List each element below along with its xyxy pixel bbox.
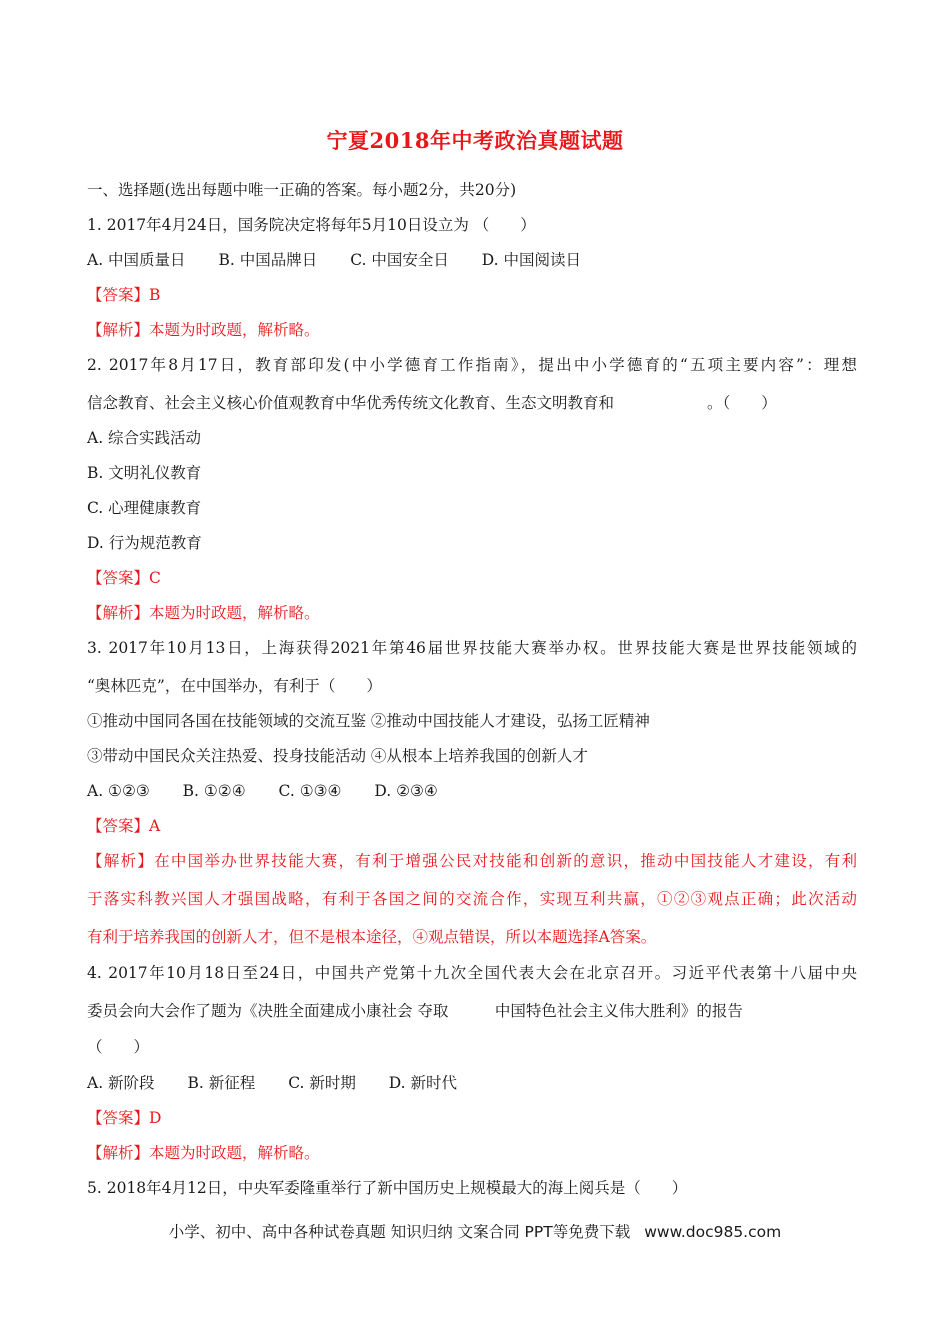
question-2-option-d: D. 行为规范教育 — [87, 534, 202, 552]
document-title: 宁夏2018年中考政治真题试题 — [326, 128, 624, 153]
question-4-stem-line-2: 委员会向大会作了题为《决胜全面建成小康社会 夺取 中国特色社会主义伟大胜利》的报告 — [87, 1002, 743, 1020]
question-4-answer: 【答案】D — [87, 1109, 162, 1127]
question-3-analysis-line-2: 于落实科教兴国人才强国战略，有利于各国之间的交流合作，实现互利共赢，①②③观点正确；此次活动 — [87, 890, 857, 908]
question-3-stem-line-2: “奥林匹克”，在中国举办，有利于（ ） — [87, 677, 382, 695]
question-1-option-c: C. 中国安全日 — [350, 251, 449, 269]
question-2-analysis: 【解析】本题为时政题，解析略。 — [87, 604, 320, 622]
question-2-option-a: A. 综合实践活动 — [87, 429, 202, 447]
question-3-option-b: B. ①②④ — [182, 782, 246, 800]
question-3-option-c: C. ①③④ — [278, 782, 342, 800]
question-2-stem-line-2: 信念教育、社会主义核心价值观教育中华优秀传统文化教育、生态文明教育和 。（ ） — [87, 394, 777, 412]
footer-text: 小学、初中、高中各种试卷真题 知识归纳 文案合同 PPT等免费下载 — [168, 1223, 631, 1241]
question-3-options — [87, 780, 466, 802]
question-3-stem-line-1: 3. 2017年10月13日，上海获得2021年第46届世界技能大赛举办权。世界技能大赛是世界技能领域的 — [87, 639, 857, 657]
section-heading: 一、选择题(选出每题中唯一正确的答案。每小题2分，共20分) — [87, 181, 517, 199]
question-4-option-b: B. 新征程 — [187, 1074, 256, 1092]
question-3-analysis-line-1: 【解析】在中国举办世界技能大赛，有利于增强公民对技能和创新的意识，推动中国技能人才建设，有利 — [87, 852, 857, 870]
question-3-answer: 【答案】A — [87, 817, 161, 835]
question-4-analysis: 【解析】本题为时政题，解析略。 — [87, 1144, 320, 1162]
question-1-analysis: 【解析】本题为时政题，解析略。 — [87, 321, 320, 339]
question-3-item-line-1: ①推动中国同各国在技能领域的交流互鉴 ②推动中国技能人才建设，弘扬工匠精神 — [87, 712, 650, 730]
question-2-option-c: C. 心理健康教育 — [87, 499, 202, 517]
question-1-stem: 1. 2017年4月24日，国务院决定将每年5月10日设立为 （ ） — [87, 216, 536, 234]
question-1-options — [87, 249, 609, 271]
question-1-option-a: A. 中国质量日 — [87, 251, 186, 269]
question-4-option-d: D. 新时代 — [388, 1074, 458, 1092]
question-3-option-a: A. ①②③ — [87, 782, 150, 800]
question-4-stem-line-1: 4. 2017年10月18日至24日，中国共产党第十九次全国代表大会在北京召开。习近平代表第十八届中央 — [87, 964, 857, 982]
footer-url[interactable]: www.doc985.com — [644, 1223, 782, 1241]
question-3-option-d: D. ②③④ — [374, 782, 438, 800]
question-1-option-d: D. 中国阅读日 — [481, 251, 582, 269]
question-1-answer: 【答案】B — [87, 286, 161, 304]
question-2-stem-line-1: 2. 2017年8月17日，教育部印发(中小学德育工作指南》，提出中小学德育的“五项主要内容”：理想 — [87, 356, 857, 374]
question-4-option-c: C. 新时期 — [288, 1074, 356, 1092]
question-5-stem: 5. 2018年4月12日，中央军委隆重举行了新中国历史上规模最大的海上阅兵是（ ） — [87, 1179, 688, 1197]
question-3-analysis-line-3: 有利于培养我国的创新人才，但不是根本途径，④观点错误，所以本题选择A答案。 — [87, 928, 657, 946]
question-2-option-b: B. 文明礼仪教育 — [87, 464, 202, 482]
question-3-item-line-2: ③带动中国民众关注热爱、投身技能活动 ④从根本上培养我国的创新人才 — [87, 747, 588, 765]
question-2-answer: 【答案】C — [87, 569, 161, 587]
question-1-option-b: B. 中国品牌日 — [218, 251, 318, 269]
question-4-options — [87, 1072, 485, 1094]
page-footer — [0, 1220, 950, 1242]
question-4-stem-line-3: （ ） — [87, 1038, 150, 1056]
question-4-option-a: A. 新阶段 — [87, 1074, 155, 1092]
